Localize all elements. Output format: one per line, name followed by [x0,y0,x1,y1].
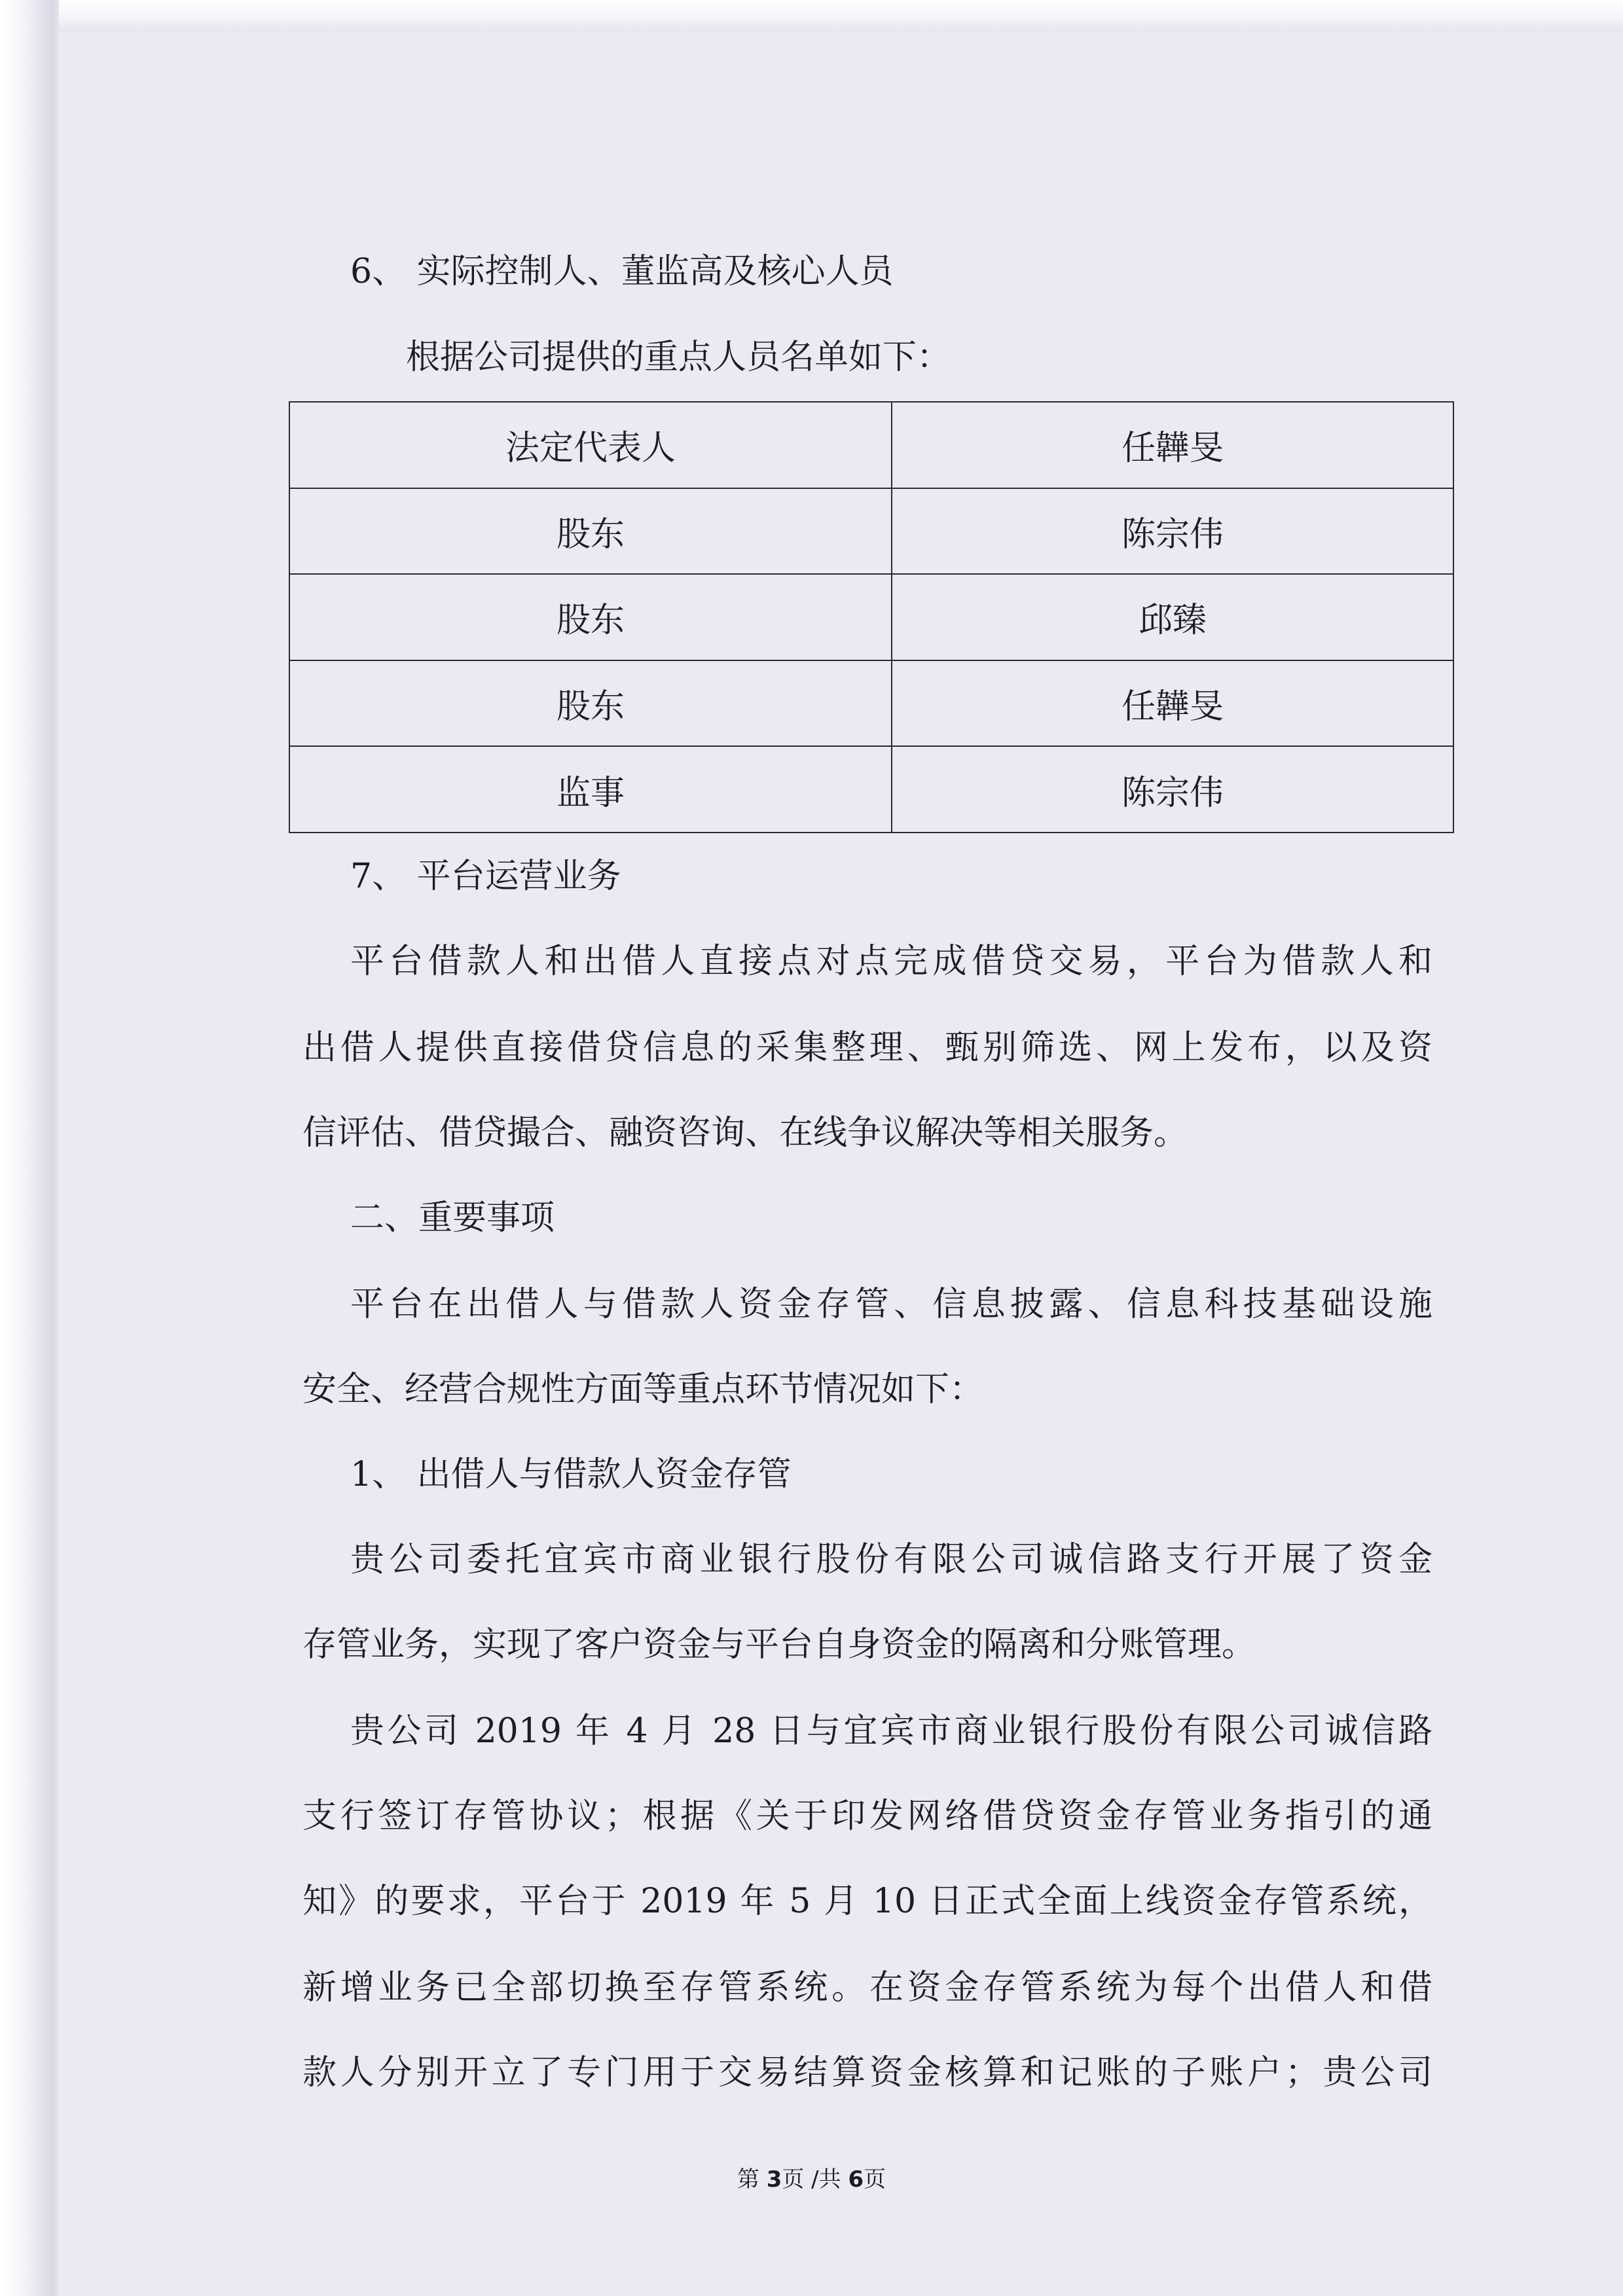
part2-heading: 二、重要事项 [350,1198,555,1238]
footer-total-pages: 6 [848,2166,864,2193]
table-row [289,746,1453,833]
name-cell: 任韡旻 [892,660,1453,747]
footer-prefix: 第 [737,2166,767,2193]
part2-intro-line: 安全、经营合规性方面等重点环节情况如下： [302,1370,984,1409]
table-row [289,574,1453,660]
role-cell: 股东 [289,488,892,575]
footer-middle: 页 /共 [782,2166,848,2193]
para1-line: 存管业务，实现了客户资金与平台自身资金的隔离和分账管理。 [302,1625,1256,1664]
page-footer [0,2161,1623,2193]
name-cell: 陈宗伟 [892,488,1453,575]
table-row [289,488,1453,575]
para2-line: 贵公司 2019 年 4 月 28 日与宜宾市商业银行股份有限公司诚信路 [350,1712,1432,1751]
role-cell: 监事 [289,746,892,833]
para1-line: 贵公司委托宜宾市商业银行股份有限公司诚信路支行开展了资金 [350,1540,1432,1579]
personnel-table [289,401,1454,833]
para2-line: 支行签订存管协议；根据《关于印发网络借贷资金存管业务指引的通 [302,1797,1432,1836]
para2-line: 知》的要求，平台于 2019 年 5 月 10 日正式全面上线资金存管系统， [302,1882,1432,1921]
scan-top-edge [59,0,1623,31]
footer-page-number: 3 [766,2166,782,2193]
table-row [289,402,1453,488]
section7-para-line: 信评估、借贷撮合、融资咨询、在线争议解决等相关服务。 [302,1113,1188,1153]
footer-suffix: 页 [864,2166,886,2193]
table-row [289,660,1453,747]
section7-para-line: 出借人提供直接借贷信息的采集整理、甄别筛选、网上发布，以及资 [302,1028,1432,1067]
role-cell: 股东 [289,660,892,747]
sub1-heading: 1、 出借人与借款人资金存管 [350,1455,792,1494]
para2-line: 款人分别开立了专门用于交易结算资金核算和记账的子账户；贵公司 [302,2053,1432,2092]
role-cell: 法定代表人 [289,402,892,488]
section6-intro: 根据公司提供的重点人员名单如下： [406,338,951,377]
para2-line: 新增业务已全部切换至存管系统。在资金存管系统为每个出借人和借 [302,1968,1432,2007]
name-cell: 邱臻 [892,574,1453,660]
part2-intro-line: 平台在出借人与借款人资金存管、信息披露、信息科技基础设施 [350,1285,1432,1324]
section7-para-line: 平台借款人和出借人直接点对点完成借贷交易，平台为借款人和 [350,942,1432,981]
name-cell: 陈宗伟 [892,746,1453,833]
name-cell: 任韡旻 [892,402,1453,488]
section7-heading: 7、 平台运营业务 [350,857,621,896]
scan-left-edge [0,0,59,2296]
role-cell: 股东 [289,574,892,660]
section6-heading: 6、 实际控制人、董监高及核心人员 [350,252,894,291]
